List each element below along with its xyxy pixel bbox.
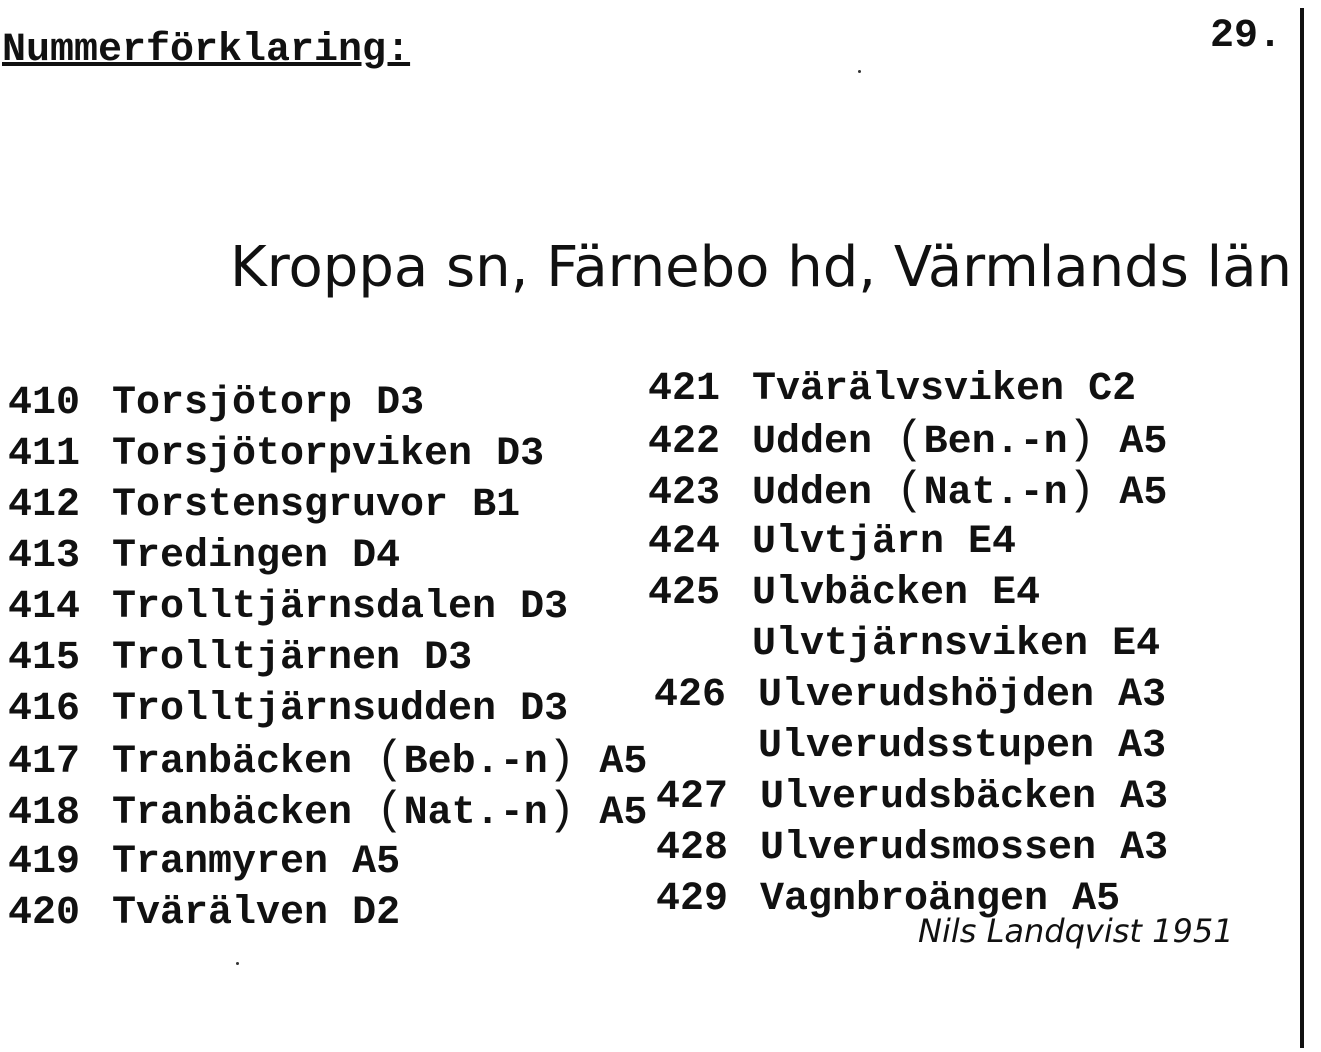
left-entry-column bbox=[8, 378, 647, 939]
place-entry bbox=[648, 721, 1168, 772]
place-entry bbox=[8, 429, 647, 480]
place-entry bbox=[648, 517, 1168, 568]
grid-reference: D3 bbox=[496, 432, 545, 477]
grid-reference: A5 bbox=[1119, 420, 1168, 465]
entry-number: 413 bbox=[8, 534, 81, 579]
grid-reference: A3 bbox=[1120, 826, 1169, 871]
grid-reference: E4 bbox=[992, 571, 1041, 616]
brace-left: ( bbox=[376, 785, 404, 837]
entry-number: 419 bbox=[8, 840, 81, 885]
grid-reference: A5 bbox=[1072, 877, 1121, 922]
entry-number: 417 bbox=[8, 740, 81, 785]
right-entry-column bbox=[648, 364, 1168, 925]
entry-number: 423 bbox=[648, 471, 721, 516]
page-edge-line bbox=[1300, 8, 1304, 1048]
name-type-note: Ben.-n bbox=[923, 420, 1068, 465]
entry-number: 422 bbox=[648, 420, 721, 465]
place-name: Torsjötorp bbox=[112, 381, 353, 426]
place-entry bbox=[8, 633, 647, 684]
brace-right: ) bbox=[547, 734, 576, 786]
grid-reference: E4 bbox=[968, 520, 1017, 565]
entry-number: 428 bbox=[656, 826, 729, 871]
entry-number: 426 bbox=[654, 673, 727, 718]
name-type-note: Nat.-n bbox=[923, 471, 1068, 516]
entry-number: 427 bbox=[656, 775, 729, 820]
grid-reference: A5 bbox=[599, 791, 648, 836]
place-name: Ulvtjärnsviken bbox=[752, 622, 1089, 667]
entry-number: 420 bbox=[8, 891, 81, 936]
place-name: Torsjötorpviken bbox=[112, 432, 473, 477]
grid-reference: D3 bbox=[520, 585, 569, 630]
place-entry bbox=[648, 568, 1168, 619]
grid-reference: A5 bbox=[599, 740, 648, 785]
place-entry bbox=[8, 684, 647, 735]
entry-number: 415 bbox=[8, 636, 81, 681]
place-entry bbox=[648, 415, 1168, 466]
scan-speck bbox=[236, 962, 239, 965]
place-name: Tranbäcken bbox=[112, 791, 353, 836]
place-name: Ulvtjärn bbox=[752, 520, 945, 565]
entry-number: 416 bbox=[8, 687, 81, 732]
brace-left: ( bbox=[896, 465, 924, 517]
grid-reference: A3 bbox=[1118, 724, 1167, 769]
place-name: Ulvbäcken bbox=[752, 571, 969, 616]
scan-speck bbox=[858, 70, 861, 73]
place-entry bbox=[648, 772, 1168, 823]
entry-number: 412 bbox=[8, 483, 81, 528]
entry-number: 418 bbox=[8, 791, 81, 836]
grid-reference: B1 bbox=[472, 483, 521, 528]
entry-number: 429 bbox=[656, 877, 729, 922]
place-name: Tredingen bbox=[112, 534, 329, 579]
place-name: Trolltjärnsudden bbox=[112, 687, 497, 732]
grid-reference: A5 bbox=[1119, 471, 1168, 516]
place-name: Udden bbox=[752, 471, 873, 516]
brace-right: ) bbox=[1067, 414, 1096, 466]
place-entry bbox=[8, 837, 647, 888]
place-entry bbox=[8, 735, 647, 786]
grid-reference: A3 bbox=[1120, 775, 1169, 820]
place-entry bbox=[8, 786, 647, 837]
grid-reference: D3 bbox=[376, 381, 425, 426]
place-name: Ulverudshöjden bbox=[758, 673, 1095, 718]
entry-number: 425 bbox=[648, 571, 721, 616]
place-entry bbox=[648, 670, 1168, 721]
place-name: Tvärälven bbox=[112, 891, 329, 936]
entry-number: 410 bbox=[8, 381, 81, 426]
grid-reference: A5 bbox=[352, 840, 401, 885]
place-name: Trolltjärnen bbox=[112, 636, 401, 681]
brace-right: ) bbox=[1067, 465, 1096, 517]
place-name: Ulverudsstupen bbox=[758, 724, 1095, 769]
author-signature: Nils Landqvist 1951 bbox=[918, 912, 1234, 950]
place-name: Tvärälvsviken bbox=[752, 367, 1065, 412]
place-entry bbox=[8, 378, 647, 429]
place-entry bbox=[648, 619, 1168, 670]
place-entry bbox=[8, 888, 647, 939]
entry-number: 411 bbox=[8, 432, 81, 477]
place-entry bbox=[648, 823, 1168, 874]
place-name: Torstensgruvor bbox=[112, 483, 449, 528]
place-name: Trolltjärnsdalen bbox=[112, 585, 497, 630]
grid-reference: D2 bbox=[352, 891, 401, 936]
place-entry bbox=[648, 364, 1168, 415]
place-entry bbox=[8, 582, 647, 633]
place-name: Ulverudsmossen bbox=[760, 826, 1097, 871]
place-name: Ulverudsbäcken bbox=[760, 775, 1097, 820]
name-type-note: Beb.-n bbox=[403, 740, 548, 785]
brace-left: ( bbox=[896, 414, 924, 466]
grid-reference: A3 bbox=[1118, 673, 1167, 718]
entry-number: 414 bbox=[8, 585, 81, 630]
place-name: Udden bbox=[752, 420, 873, 465]
grid-reference: E4 bbox=[1112, 622, 1161, 667]
grid-reference: D3 bbox=[424, 636, 473, 681]
brace-right: ) bbox=[547, 785, 576, 837]
entry-number: 421 bbox=[648, 367, 721, 412]
place-name: Tranbäcken bbox=[112, 740, 353, 785]
page-heading: Nummerförklaring: bbox=[2, 28, 411, 73]
place-name: Tranmyren bbox=[112, 840, 329, 885]
place-entry bbox=[648, 466, 1168, 517]
place-name: Vagnbroängen bbox=[760, 877, 1049, 922]
entry-number: 424 bbox=[648, 520, 721, 565]
grid-reference: D3 bbox=[520, 687, 569, 732]
brace-left: ( bbox=[376, 734, 404, 786]
grid-reference: D4 bbox=[352, 534, 401, 579]
grid-reference: C2 bbox=[1088, 367, 1137, 412]
parish-title: Kroppa sn, Färnebo hd, Värmlands län bbox=[230, 235, 1293, 300]
page-number: 29. bbox=[1210, 14, 1283, 59]
place-entry bbox=[8, 480, 647, 531]
name-type-note: Nat.-n bbox=[403, 791, 548, 836]
place-entry bbox=[8, 531, 647, 582]
